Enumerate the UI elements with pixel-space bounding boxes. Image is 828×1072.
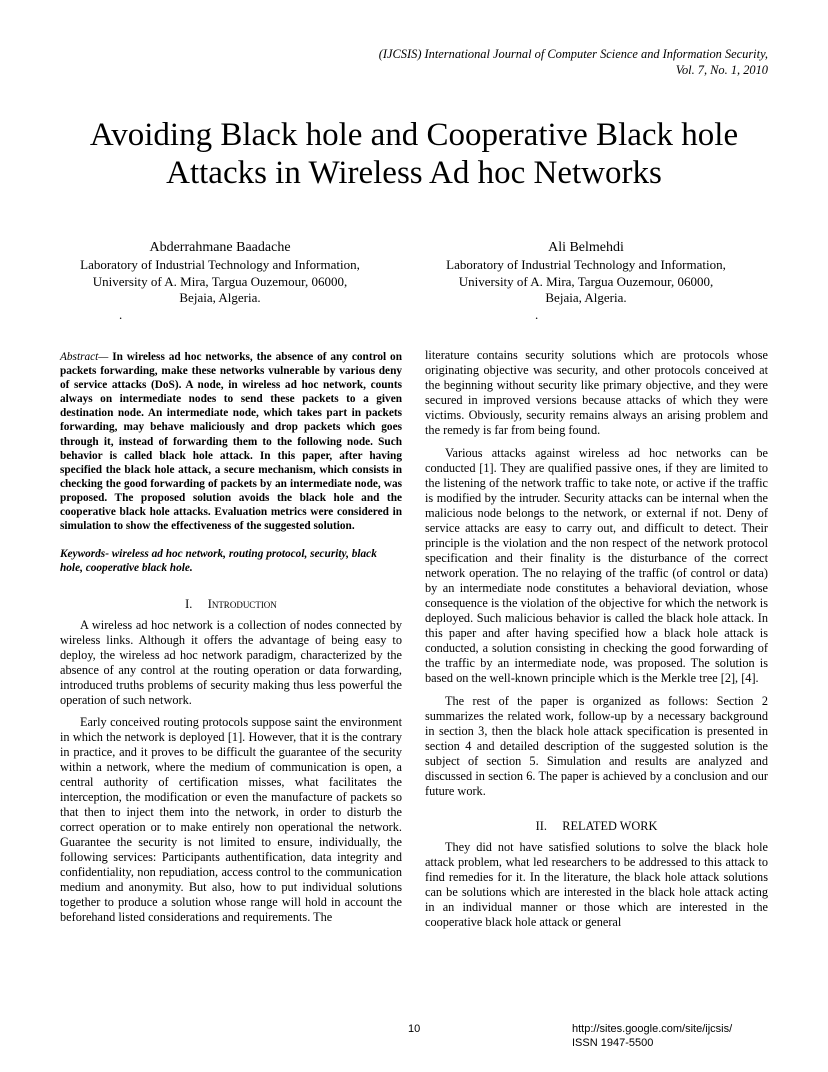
journal-volume: Vol. 7, No. 1, 2010 [675,63,768,77]
abstract [60,350,402,533]
author-affiliation-3: Bejaia, Algeria. [545,290,627,305]
journal-header [208,46,768,78]
paragraph: literature contains security solutions which are protocols whose originating objective was security, and other protocols conceived at the beginning without security like primary objective, and they were secured in improved versions because attacks of which they were victims. Obviously, security remains always an arising problem and the remedy is far from being found. [425,348,768,437]
paragraph: The rest of the paper is organized as follows: Section 2 summarizes the related work, follow-up by a necessary background in section 3, then the black hole attack specification is presented in section 4 and detailed description of the suggested solution is the subject of section 5. Simulation and results are analyzed and discussed in section 6. The paper is achieved by a conclusion and our future work. [425,694,768,798]
author-name: Abderrahmane Baadache [149,240,291,255]
author-1 [55,238,385,323]
footer-url: http://sites.google.com/site/ijcsis/ [572,1023,733,1035]
title-line-1: Avoiding Black hole and Cooperative Black hole [89,117,739,153]
page-number: 10 [408,1023,421,1035]
paragraph: They did not have satisfied solutions to solve the black hole attack problem, what led researchers to be addressed to this attack to find remedies for it. In the literature, the black hole attack solutions can be solutions which are interested in the black hole attack acting in an individual manner or those which are interested in the cooperative black hole attack or general [425,840,768,929]
paragraph: Early conceived routing protocols suppose saint the environment in which the network is deployed [1]. However, that it is the contrary in practice, and it proves to be difficult the guarantee of the security within a network, where the medium of communication is open, a central authority of certification misses, what facilitates the interception, the modification or even the manufacture of packets so that then to inject them into the network, in order to disturb the correct operation or to make entirely non operational the network. Guarantee the security is not limited to ensure, individually, the following services: Participants authentification, data integrity and confidentiality, non repudiation, access control to the communication medium and anonymity. But also, how to put individual solutions together to produce a solution whose range will hold in account the beforehand listed considerations and requirements. The [60,715,402,925]
paper-title [40,116,788,192]
abstract-text: In wireless ad hoc networks, the absence of any control on packets forwarding, make these networks vulnerable by various deny of service attacks (DoS). A node, in wireless ad hoc network, counts always on intermediate nodes to send these packets to a given destination node. An intermediate node, which takes part in packets forwarding, may behave maliciously and drop packets which goes through it, instead of forwarding them to the following node. Such behavior is called black hole attack. In this paper, after having specified the black hole attack, a secure mechanism, which consists in checking the good forwarding of packets by an intermediate node, was proposed. The proposed solution avoids the black hole and the cooperative black hole attacks. Evaluation metrics were considered in simulation to show the effectiveness of the suggested solution. [60,351,402,533]
footer-issn: ISSN 1947-5500 [572,1037,654,1049]
section-heading [60,597,402,612]
author-dot: . [535,306,539,322]
author-2 [421,238,751,323]
author-affiliation-2: University of A. Mira, Targua Ouzemour, 06000, [92,273,348,289]
author-dot: . [119,306,123,322]
author-affiliation-2: University of A. Mira, Targua Ouzemour, 06000, [458,273,714,289]
section-title: RELATED WORK [562,819,658,833]
paragraph: A wireless ad hoc network is a collection of nodes connected by wireless links. Although it offers the advantage of being easy to deploy, the wireless ad hoc network paradigm, characterized by the absence of any control at the routing operation or data forwarding, introduced truths problems of security making thus less powerful the operation of such network. [60,618,402,708]
section-title: Introduction [207,597,277,612]
right-column [425,348,768,930]
author-affiliation-1: Laboratory of Industrial Technology and Information, [446,257,726,272]
section-number: I. [185,597,193,612]
author-name: Ali Belmehdi [548,240,624,255]
left-column [60,350,402,925]
title-line-2: Attacks in Wireless Ad hoc Networks [166,155,662,191]
section-heading [425,819,768,834]
section-number: II. [535,819,547,833]
paragraph: Various attacks against wireless ad hoc networks can be conducted [1]. They are qualified passive ones, if they are limited to the listening of the network traffic to take note, or active if the traffic is modified by the intruder. Security attacks can be internal when the malicious node belongs to the network, or external if not. Deny of service attacks are easy to carry out, and difficult to detect. Their principle is the violation and the non respect of the network protocol specification and their finality is the disturbance of the correct network operation. The no relaying of the traffic (of control or data) by an intermediate node constitutes a behavioral deviation, whose consequence is the violation of the objective for which the network is deployed. Such malicious behavior is called the black hole attack. In this paper and after having specified how a black hole attack is conducted, a solution consisting in checking the good forwarding of the traffic by an intermediate node, was proposed. The solution is based on the well-known principle which is the Merkle tree [2], [4]. [425,446,768,685]
author-affiliation-1: Laboratory of Industrial Technology and Information, [80,257,360,272]
author-affiliation-3: Bejaia, Algeria. [179,290,261,305]
journal-name: (IJCSIS) International Journal of Computer Science and Information Security, [378,47,768,61]
abstract-lead: Abstract— [60,351,109,363]
keywords: Keywords- wireless ad hoc network, routing protocol, security, black hole, cooperative black hole. [60,548,377,575]
